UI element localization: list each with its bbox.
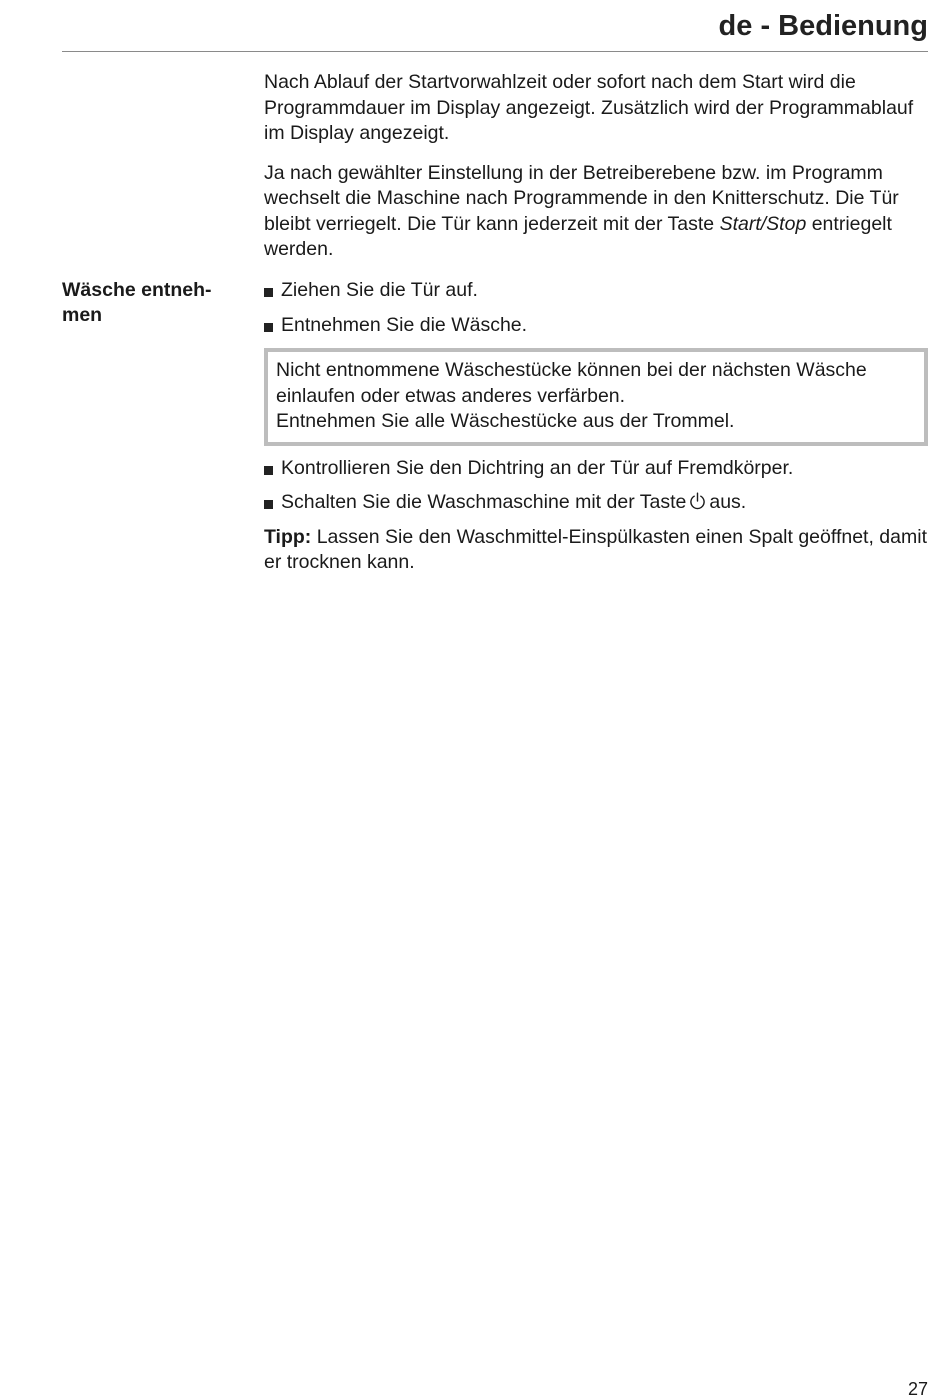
section-heading-waesche-entnehmen: Wäsche entnehmen (62, 279, 212, 326)
list-item (264, 313, 928, 339)
warning-text-1: Nicht entnommene Wäschestücke können bei der nächsten Wäsche einlaufen oder etwas anderes verfärben. (276, 359, 867, 407)
step-check-seal: Kontrollieren Sie den Dichtring an der Tür auf Fremdkörper. (281, 456, 794, 479)
intro-paragraph-2-text-b: entriegelt werden. (264, 212, 892, 260)
step-remove-laundry: Entnehmen Sie die Wäsche. (281, 313, 528, 336)
steps-section (264, 278, 928, 576)
page-header-title: de - Bedienung (718, 10, 928, 42)
intro-section (264, 70, 928, 263)
bullet-square-icon (264, 466, 273, 475)
start-stop-key-label: Start/Stop (719, 212, 807, 235)
header-divider (62, 51, 928, 52)
step-switch-off (281, 490, 746, 516)
list-item (264, 490, 928, 516)
list-item (264, 278, 928, 304)
intro-paragraph-2-text-a: Ja nach gewählter Einstellung in der Betreiberebene bzw. im Programm wechselt die Maschine nach Programmende in den Knitterschutz. Die Tür bleibt verriegelt. Die Tür kann jederzeit mit der Taste (264, 161, 899, 235)
bullet-square-icon (264, 288, 273, 297)
bullet-square-icon (264, 323, 273, 332)
intro-paragraph-2 (264, 161, 928, 263)
tip-note (264, 525, 928, 576)
step-switch-off-text-b: aus. (709, 491, 747, 513)
warning-box (264, 348, 928, 446)
bullet-square-icon (264, 500, 273, 509)
step-open-door: Ziehen Sie die Tür auf. (281, 279, 478, 301)
page-number: 27 (907, 1379, 928, 1399)
intro-paragraph-1: Nach Ablauf der Startvorwahlzeit oder sofort nach dem Start wird die Programmdauer im Display angezeigt. Zusätzlich wird der Programmablauf im Display angezeigt. (264, 71, 914, 144)
step-switch-off-text-a: Schalten Sie die Waschmaschine mit der Taste (281, 491, 687, 513)
list-item (264, 456, 928, 482)
warning-text-2: Entnehmen Sie alle Wäschestücke aus der Trommel. (276, 410, 735, 432)
tip-paragraph (264, 525, 928, 576)
tip-label: Tipp: (264, 525, 312, 548)
tip-text: Lassen Sie den Waschmittel-Einspülkasten einen Spalt geöffnet, damit er trocknen kann. (264, 525, 927, 573)
power-icon (689, 492, 706, 511)
